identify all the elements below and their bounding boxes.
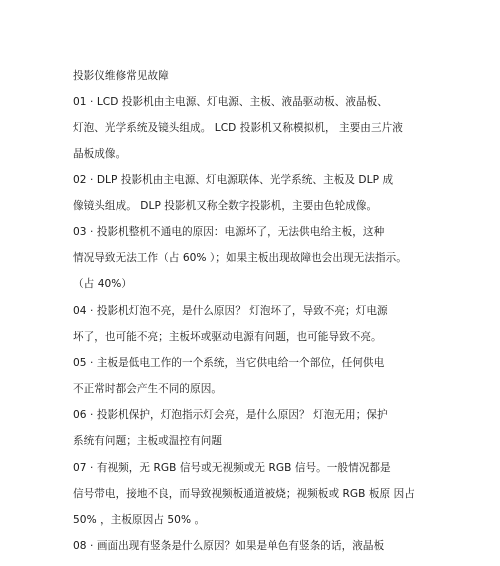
text-line: 06 · 投影机保护，灯泡指示灯会亮，是什么原因？ 灯泡无用；保护 [73, 409, 388, 421]
text-line: 灯泡、光学系统及镜头组成。 LCD 投影机又称模拟机， 主要由三片液 [73, 122, 403, 134]
text-line: 04 · 投影机灯泡不亮，是什么原因？ 灯泡坏了，导致不亮；灯电源 [73, 305, 388, 317]
text-line: 坏了，也可能不亮；主板坏或驱动电源有问题，也可能导致不亮。 [73, 331, 382, 343]
text-line: 像镜头组成。 DLP 投影机又称全数字投影机，主要由色轮成像。 [73, 200, 378, 212]
document-title: 投影仪维修常见故障 [73, 70, 169, 82]
text-line: 03 · 投影机整机不通电的原因：电源坏了，无法供电给主板，这种 [73, 226, 385, 238]
text-line: 系统有问题；主板或温控有问题 [73, 435, 223, 447]
text-line: 05 · 主板是低电工作的一个系统，当它供电给一个部位，任何供电 [73, 357, 385, 369]
text-line: 08 · 画面出现有竖条是什么原因？如果是单色有竖条的话，液晶板 [73, 540, 385, 552]
text-line: 情况导致无法工作（占 60% ）；如果主板出现故障也会出现无法指示。 [73, 252, 407, 264]
text-line: （占 40%） [73, 278, 133, 290]
text-line: 50% ，主板原因占 50% 。 [73, 514, 206, 526]
text-line: 不正常时都会产生不同的原因。 [73, 383, 223, 395]
text-line: 01 · LCD 投影机由主电源、灯电源、主板、液晶驱动板、液晶板、 [73, 96, 388, 108]
text-line: 02 · DLP 投影机由主电源、灯电源联体、光学系统、主板及 DLP 成 [73, 174, 394, 186]
text-line: 07 · 有视频，无 RGB 信号或无视频或无 RGB 信号。一般情况都是 [73, 462, 391, 474]
text-line: 晶板成像。 [73, 148, 127, 160]
text-line: 信号带电，接地不良，而导致视频板通道被烧；视频板或 RGB 板原 因占 [73, 488, 415, 500]
